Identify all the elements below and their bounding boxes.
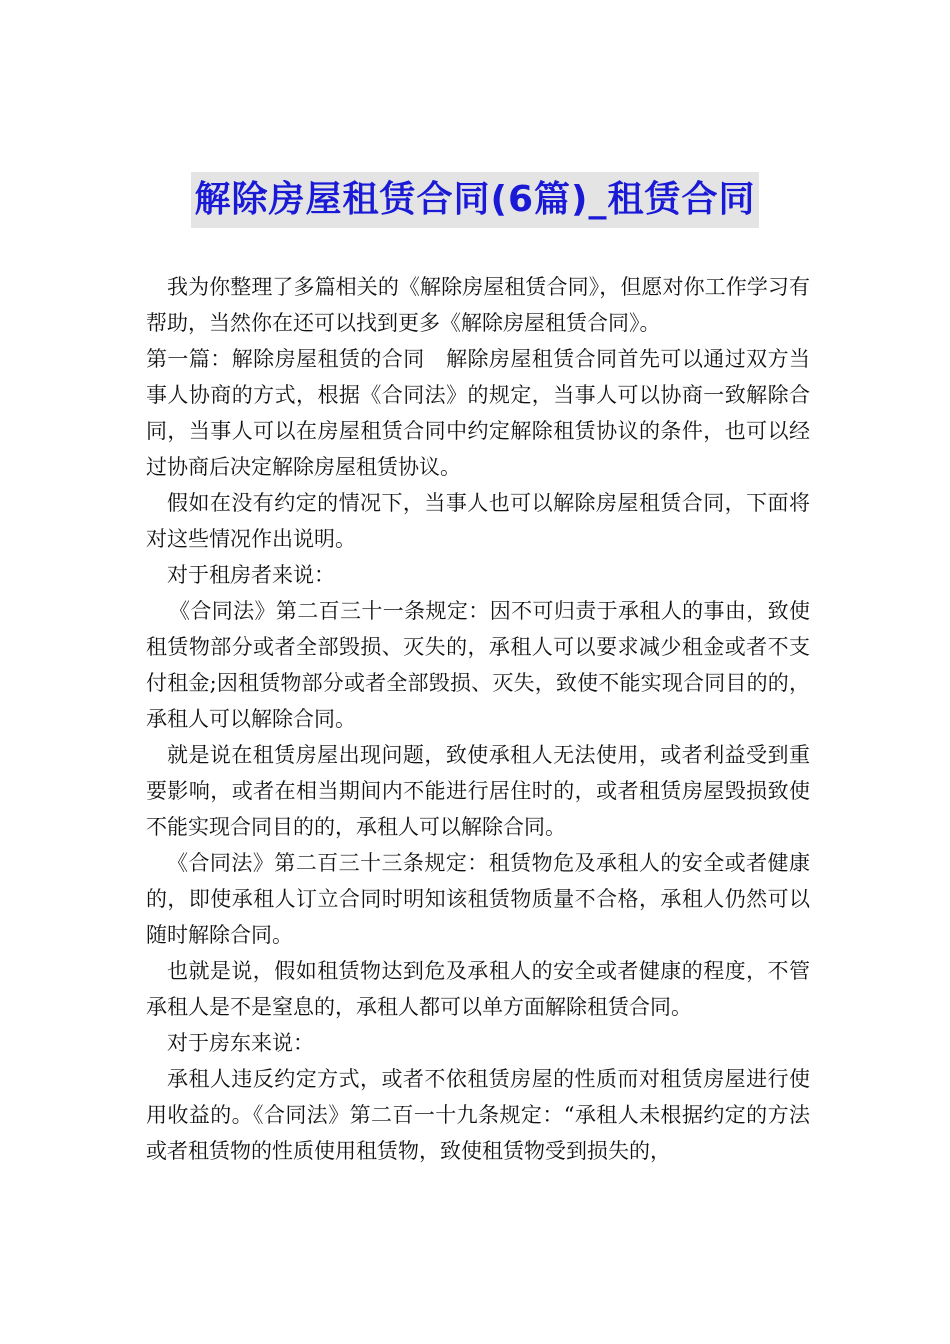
document-title-wrap xyxy=(0,172,950,235)
paragraph-2: 第一篇：解除房屋租赁的合同 解除房屋租赁合同首先可以通过双方当事人协商的方式，根据《合同法》的规定，当事人可以协商一致解除合同，当事人可以在房屋租赁合同中约定解除租赁协议的条件，也可以经过协商后决定解除房屋租赁协议。 xyxy=(146,347,810,479)
paragraph-9: 对于房东来说： xyxy=(167,1031,314,1055)
paragraph-4: 对于租房者来说： xyxy=(167,563,335,587)
paragraph-7: 《合同法》第二百三十三条规定：租赁物危及承租人的安全或者健康的，即使承租人订立合同时明知该租赁物质量不合格，承租人仍然可以随时解除合同。 xyxy=(146,851,810,947)
paragraph-1: 我为你整理了多篇相关的《解除房屋租赁合同》，但愿对你工作学习有帮助，当然你在还可以找到更多《解除房屋租赁合同》。 xyxy=(146,275,810,335)
paragraph-5: 《合同法》第二百三十一条规定：因不可归责于承租人的事由，致使租赁物部分或者全部毁损、灭失的，承租人可以要求减少租金或者不支付租金;因租赁物部分或者全部毁损、灭失，致使不能实现合同目的的，承租人可以解除合同。 xyxy=(146,599,810,731)
paragraph-3: 假如在没有约定的情况下，当事人也可以解除房屋租赁合同，下面将对这些情况作出说明。 xyxy=(146,491,810,551)
document-body xyxy=(146,269,810,1169)
paragraph-6: 就是说在租赁房屋出现问题，致使承租人无法使用，或者利益受到重要影响，或者在相当期间内不能进行居住时的，或者租赁房屋毁损致使不能实现合同目的的，承租人可以解除合同。 xyxy=(146,743,810,839)
document-title: 解除房屋租赁合同(6篇)_租赁合同 xyxy=(191,172,760,228)
paragraph-8: 也就是说，假如租赁物达到危及承租人的安全或者健康的程度，不管承租人是不是窒息的，承租人都可以单方面解除租赁合同。 xyxy=(146,959,810,1019)
paragraph-10: 承租人违反约定方式，或者不依租赁房屋的性质而对租赁房屋进行使用收益的。《合同法》第二百一十九条规定：“承租人未根据约定的方法或者租赁物的性质使用租赁物，致使租赁物受到损失的， xyxy=(146,1067,810,1163)
